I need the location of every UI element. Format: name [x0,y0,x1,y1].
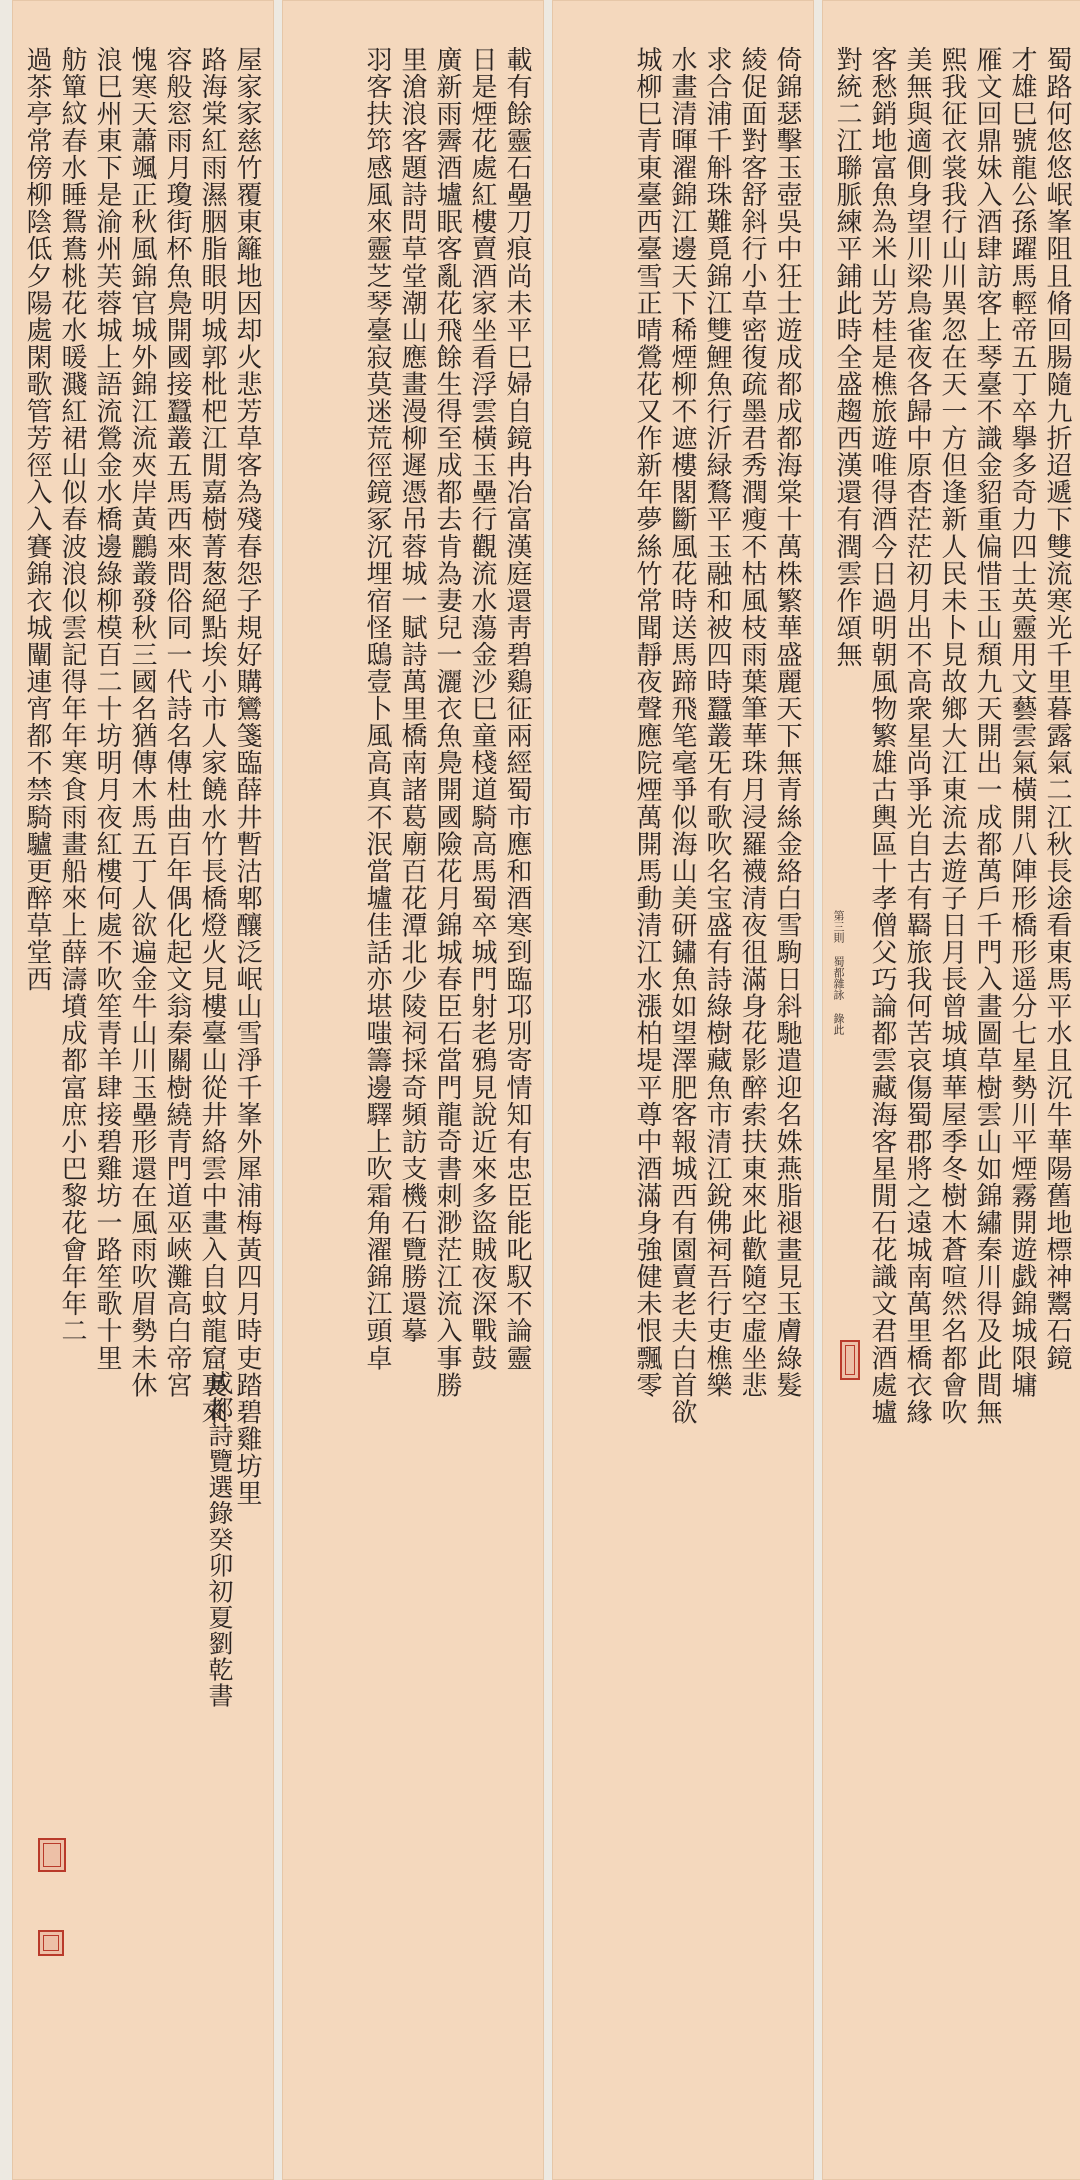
colophon: 成都詩覽選錄癸卯初夏劉乾書 [205,1370,234,1709]
text-column: 美無與適側身望川梁鳥雀夜各歸中原杳茫茫初月出不高衆星尚爭光自古有羇旅我何苦哀傷蜀郡將之遠城南萬里橋衣緣 [902,46,932,1426]
text-column: 求合浦千斛珠難覓錦江雙鯉魚行沂緑鶩平玉融和被四時蠶叢旡有歌吹名宝盛有詩綠樹藏魚市清江銳佛祠吾行吏樵樂 [702,46,732,1399]
text-column: 廣新雨霽酒壚眠客亂花飛餘生得至成都去肯為妻兒一灑衣魚鳧開國險花月錦城春臣石當門龍奇書刺渺茫江流入事勝 [432,46,462,1399]
artist-seal [38,1838,66,1872]
text-column: 過茶亭常傍柳陰低夕陽處閑歌管芳徑入入賽錦衣城闡連宵都不禁騎驢更醉草堂西 [22,46,52,993]
scroll-panel-3 [552,0,814,2180]
text-column: 羽客扶筇感風來靈芝琴臺寂莫迷荒徑鏡冢沉埋宿怪鴟壹卜風高真不泯當壚佳話亦堪嗤籌邊驛上吹霜角濯錦江頭卓 [362,46,392,1372]
text-column: 客愁銷地富魚為米山芳桂是樵旅遊唯得酒今日過明朝風物繁雄古輿區十孝僧父巧論都雲藏海客星閒石花識文君酒處壚 [867,46,897,1426]
text-column: 路海棠紅雨濕胭脂眼明城郭枇杷江閒嘉樹菁葱絕點埃小市人家饒水竹長橋燈火見樓臺山從井絡雲中畫入自蚊龍窟裏來 [197,46,227,1426]
text-column: 載有餘靈石壘刀痕尚未平巳婦自鏡冉冶富漢庭還靑碧鷄征兩經蜀市應和酒寒到臨邛別寄情知有忠臣能叱馭不論靈 [502,46,532,1372]
text-column: 舫簞紋春水睡鴛鴦桃花水暖濺紅裙山似春波浪似雲記得年年寒食雨畫船來上薛濤墳成都富庶小巴黎花會年年二 [57,46,87,1345]
text-column: 倚錦瑟擊玉壺吳中狂士遊成都成都海棠十萬株繁華盛麗天下無青絲金絡白雪駒日斜馳遣迎名姝燕脂褪畫見玉膚綠髮 [772,46,802,1399]
text-column: 水畫清暉濯錦江邊天下稀煙柳不遮樓閣斷風花時送馬蹄飛笔毫爭似海山美研鏽魚如望澤肥客報城西有園賣老夫白首欲 [667,46,697,1426]
text-column: 雁文回鼎妹入酒肆訪客上琴臺不識金貂重偏惜玉山頹九天開出一成都萬戶千門入畫圖草樹雲山如錦繡秦川得及此間無 [972,46,1002,1426]
text-column: 城柳巳青東臺西臺雪正晴鶯花又作新年夢絲竹常聞靜夜聲應院煙萬開馬動清江水漲柏堤平尊中酒滿身強健未恨飄零 [632,46,662,1399]
text-column: 愧寒天蕭颯正秋風錦官城外錦江流夾岸黃鸝叢發秋三國名猶傳木馬五丁人欲遍金牛山川玉壘形還在風雨吹眉勢未休 [127,46,157,1399]
text-column: 綾促面對客舒斜行小草密復疏墨君秀潤瘦不枯風枝雨葉筆華珠月浸羅襪清夜徂滿身花影醉索扶東來此歡隨空虛坐悲 [737,46,767,1399]
text-column: 里滄浪客題詩問草堂潮山應畫漫柳遲憑吊蓉城一賦詩萬里橋南諸葛廟百花潭北少陵祠採奇頻訪支機石覽勝還摹 [397,46,427,1345]
scroll-panel-2 [282,0,544,2180]
text-column: 對統二江聯脈練平鋪此時全盛趨西漢還有潤雲作頌無 [832,46,862,669]
text-column: 日是煙花處紅樓賣酒家坐看浮雲橫玉壘行觀流水蕩金沙巳童棧道騎高馬蜀卒城門射老鴉見說近來多盜賊夜深戰鼓 [467,46,497,1372]
text-column: 蜀路何悠悠岷峯阻且脩回腸隨九折迢遞下雙流寒光千里暮露氣二江秋長途看東馬平水且沉牛華陽舊地標神鬻石鏡 [1042,46,1072,1372]
text-column: 才雄巳號龍公孫躍馬輕帝五丁卒擧多奇力四士英靈用文藝雲氣橫開八陣形橋形遥分七星勢川平煙霧開遊戯錦城限墉 [1007,46,1037,1399]
text-column: 浪巳州東下是渝州芙蓉城上語流鶯金水橋邊綠柳模百二十坊明月夜紅樓何處不吹笙青羊肆接碧雞坊一路笙歌十里 [92,46,122,1372]
text-column: 屋家家慈竹覆東籬地因却火悲芳草客為殘春怨子規好購鸞箋臨薛井暫沽郫釀泛岷山雪淨千峯外犀浦梅黃四月時吏踏碧雞坊里 [232,46,262,1507]
text-column: 熙我征衣裳我行山川異忽在天一方但逢新人民未卜見故鄉大江東流去遊子日月長曾城填華屋季冬樹木蒼喧然名都會吹 [937,46,967,1426]
artist-seal [38,1930,64,1956]
signature-note: 第三則 蜀都雜詠 錄此 [832,910,845,1035]
scroll-panel-4 [822,0,1080,2180]
text-column: 容般窓雨月瓊街杯魚鳧開國接蠶叢五馬西來問俗同一代詩名傳杜曲百年偶化起文翁秦關樹繞青門道巫峽灘高白帝宮 [162,46,192,1399]
scroll-panel-1 [12,0,274,2180]
artist-seal [840,1340,860,1380]
